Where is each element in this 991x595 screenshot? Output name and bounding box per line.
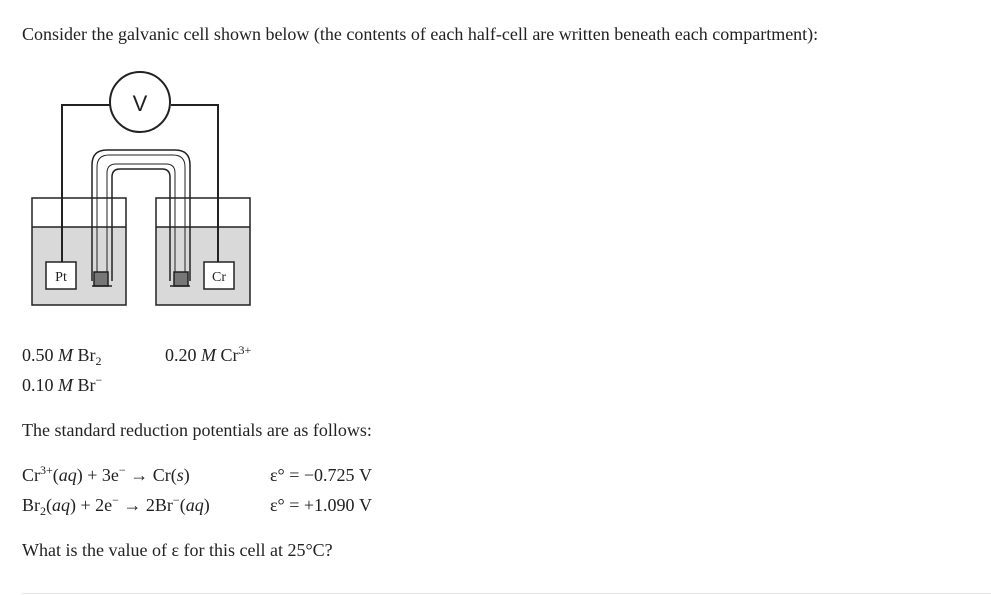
salt-bridge-plug-left <box>94 272 108 286</box>
left-solution-line1: 0.50 M $Br_2$ <box>22 345 102 368</box>
potential-cr: ε° = −0.725 V <box>270 465 373 485</box>
galvanic-cell-diagram <box>28 65 258 310</box>
potentials-heading: The standard reduction potentials are as follows: <box>22 420 372 440</box>
reaction-br: $Br_2(aq) + 2e^- \to 2Br^-(aq)$ <box>22 493 210 518</box>
reaction-cr: $Cr^{3+}(aq) + 3e^- \to Cr(s)$ <box>22 463 190 485</box>
divider <box>22 593 991 594</box>
voltmeter-label: V <box>132 91 148 116</box>
pt-electrode-label: Pt <box>55 270 67 285</box>
question-text: What is the value of ε for this cell at 25°C? <box>22 540 333 560</box>
left-solution-line2: 0.10 M Br− <box>22 373 103 395</box>
right-solution-line1: 0.20 M $Cr^{3+}$ <box>165 343 252 365</box>
intro-text: Consider the galvanic cell shown below (the contents of each half-cell are written beneath each compartment): <box>22 24 819 44</box>
cr-electrode-label: Cr <box>212 270 226 285</box>
salt-bridge-plug-right <box>174 272 188 286</box>
potential-br: ε° = +1.090 V <box>270 495 373 515</box>
